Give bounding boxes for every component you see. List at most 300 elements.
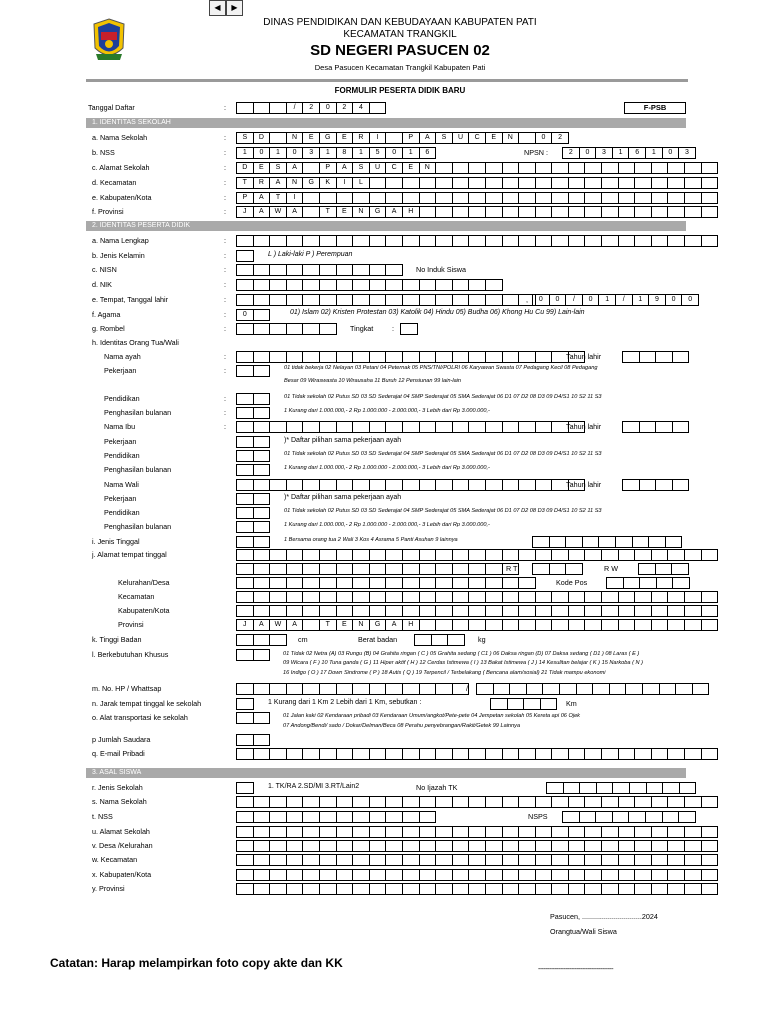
transportasi-cells[interactable] — [236, 712, 269, 724]
empty-cell — [253, 683, 271, 695]
empty-cell — [639, 577, 657, 589]
empty-cell — [618, 591, 636, 603]
empty-cell — [651, 854, 669, 866]
jenis-tinggal-cells[interactable] — [236, 536, 269, 548]
empty-cell — [319, 294, 337, 306]
empty-cell — [601, 854, 619, 866]
alamat-sekolah-asal-cells[interactable] — [236, 826, 717, 838]
empty-cell — [565, 536, 583, 548]
alamat-line-1[interactable] — [236, 549, 717, 561]
char-cell: 3 — [678, 147, 696, 159]
char-cell: 0 — [579, 147, 597, 159]
empty-cell — [302, 264, 320, 276]
char-cell: E — [336, 132, 354, 144]
empty-cell — [618, 206, 636, 218]
kecamatan-cells[interactable] — [236, 177, 717, 189]
pekerjaan-ibu-cells[interactable] — [236, 436, 269, 448]
section-identitas-peserta: 2. IDENTITAS PESERTA DIDIK — [86, 221, 686, 231]
empty-cell — [618, 177, 636, 189]
jarak-cell[interactable] — [236, 698, 253, 710]
empty-cell — [385, 192, 403, 204]
empty-cell — [435, 279, 453, 291]
empty-cell — [385, 264, 403, 276]
empty-cell — [606, 577, 624, 589]
empty-cell — [400, 323, 418, 335]
tanggal-cells[interactable] — [236, 102, 385, 114]
nisn-cells[interactable] — [236, 264, 402, 276]
empty-cell — [269, 294, 287, 306]
empty-cell — [634, 162, 652, 174]
empty-cell — [638, 563, 656, 575]
empty-cell — [236, 854, 254, 866]
empty-cell — [452, 883, 470, 895]
char-cell: E — [253, 162, 271, 174]
pekerjaan-ayah-cells[interactable] — [236, 365, 269, 377]
kecamatan-tinggal-cells[interactable] — [236, 591, 717, 603]
empty-cell — [369, 811, 387, 823]
empty-cell — [419, 854, 437, 866]
empty-cell — [419, 591, 437, 603]
empty-cell — [336, 826, 354, 838]
label-kabupaten: e. Kabupaten/Kota — [92, 193, 152, 202]
char-cell: 0 — [385, 147, 403, 159]
empty-cell — [568, 549, 586, 561]
jarak-options: 1 Kurang dari 1 Km 2 Lebih dari 1 Km, sebutkan : — [268, 699, 422, 706]
colon: : — [224, 103, 226, 112]
empty-cell — [269, 264, 287, 276]
label-pekerjaan-ayah: Pekerjaan — [104, 366, 137, 375]
empty-cell — [369, 826, 387, 838]
empty-cell — [336, 796, 354, 808]
empty-cell — [667, 235, 685, 247]
empty-cell — [601, 162, 619, 174]
empty-cell — [518, 796, 536, 808]
empty-cell — [598, 536, 616, 548]
empty-cell — [286, 264, 304, 276]
empty-cell — [584, 591, 602, 603]
empty-cell — [269, 683, 287, 695]
jenis-sekolah-cell[interactable] — [236, 782, 253, 794]
empty-cell — [319, 683, 337, 695]
empty-cell — [236, 250, 254, 262]
empty-cell — [269, 563, 287, 575]
rw-cells[interactable] — [638, 563, 688, 575]
empty-cell — [236, 649, 254, 661]
tingkat-cell[interactable] — [400, 323, 417, 335]
empty-cell — [385, 279, 403, 291]
empty-cell — [468, 563, 486, 575]
empty-cell — [518, 479, 536, 491]
empty-cell — [402, 279, 420, 291]
nama-sekolah-cells[interactable] — [236, 132, 568, 144]
empty-cell — [634, 840, 652, 852]
tahun-lahir-ayah-cells[interactable] — [622, 351, 688, 363]
char-cell: S — [269, 162, 287, 174]
empty-cell — [518, 206, 536, 218]
empty-cell — [485, 351, 503, 363]
empty-cell — [253, 436, 271, 448]
empty-cell — [452, 294, 470, 306]
char-cell — [518, 132, 536, 144]
empty-cell — [253, 279, 271, 291]
empty-cell — [568, 177, 586, 189]
agama-options: 01) Islam 02) Kristen Protestan 03) Katolik 04) Hindu 05) Budha 06) Khong Hu Cu 99) Lain-lain — [290, 309, 585, 316]
empty-cell — [618, 854, 636, 866]
prev-arrow-icon[interactable]: ◀ — [209, 0, 226, 16]
empty-cell — [402, 683, 420, 695]
empty-cell — [551, 883, 569, 895]
empty-cell — [618, 619, 636, 631]
empty-cell — [551, 235, 569, 247]
empty-cell — [352, 192, 370, 204]
empty-cell — [336, 279, 354, 291]
empty-cell — [579, 782, 597, 794]
empty-cell — [535, 605, 553, 617]
char-cell: G — [319, 132, 337, 144]
empty-cell — [659, 683, 677, 695]
nama-wali-cells[interactable] — [236, 479, 584, 491]
empty-cell — [269, 840, 287, 852]
empty-cell — [485, 840, 503, 852]
empty-cell — [286, 563, 304, 575]
empty-cell — [568, 591, 586, 603]
empty-cell — [667, 869, 685, 881]
empty-cell — [336, 479, 354, 491]
empty-cell — [236, 351, 254, 363]
empty-cell — [402, 351, 420, 363]
tanggal-lahir-cells[interactable] — [532, 294, 698, 306]
label-provinsi-tinggal: Provinsi — [118, 620, 144, 629]
rombel-cells[interactable] — [236, 323, 336, 335]
empty-cell — [485, 854, 503, 866]
bk-options-3: 16 Indigo ( O ) 17 Down Sindrome ( P ) 18 Autis ( Q ) 19 Terpencil / Terbelakang ( Bencana alam/sosial) 21 Tidak mampu ekonomi — [283, 670, 606, 676]
empty-cell — [701, 869, 719, 881]
label-cm: cm — [298, 635, 308, 644]
empty-cell — [584, 162, 602, 174]
empty-cell — [485, 279, 503, 291]
empty-cell — [535, 748, 553, 760]
empty-cell — [385, 294, 403, 306]
char-cell: 1 — [319, 147, 337, 159]
empty-cell — [662, 782, 680, 794]
empty-cell — [655, 421, 673, 433]
header-divider — [86, 79, 688, 82]
char-cell: E — [302, 132, 320, 144]
empty-cell — [286, 577, 304, 589]
next-arrow-icon[interactable]: ▶ — [226, 0, 243, 16]
nss-asal-cells[interactable] — [236, 811, 435, 823]
empty-cell — [667, 883, 685, 895]
penghasilan-ayah-cells[interactable] — [236, 407, 269, 419]
empty-cell — [253, 521, 271, 533]
char-cell: E — [336, 619, 354, 631]
berat-badan-cells[interactable] — [414, 634, 464, 646]
empty-cell — [502, 294, 520, 306]
pendidikan-ibu-cells[interactable] — [236, 450, 269, 462]
empty-cell — [385, 811, 403, 823]
empty-cell — [352, 549, 370, 561]
empty-cell — [402, 811, 420, 823]
empty-cell — [684, 826, 702, 838]
nss-cells[interactable] — [236, 147, 435, 159]
empty-cell — [485, 421, 503, 433]
empty-cell — [419, 840, 437, 852]
empty-cell — [684, 619, 702, 631]
pekerjaan-wali-cells[interactable] — [236, 493, 269, 505]
desa-asal-cells[interactable] — [236, 840, 717, 852]
empty-cell — [601, 826, 619, 838]
empty-cell — [402, 549, 420, 561]
empty-cell — [584, 854, 602, 866]
empty-cell — [385, 826, 403, 838]
char-cell: N — [502, 132, 520, 144]
pekerjaan-ibu-note: )* Daftar pilihan sama pekerjaan ayah — [284, 437, 402, 444]
empty-cell — [618, 883, 636, 895]
berkebutuhan-cells[interactable] — [236, 649, 269, 661]
char-cell: 1 — [612, 147, 630, 159]
empty-cell — [236, 563, 254, 575]
label-email: q. E-mail Pribadi — [92, 749, 145, 758]
empty-cell — [468, 883, 486, 895]
empty-cell — [253, 479, 271, 491]
empty-cell — [485, 869, 503, 881]
empty-cell — [551, 619, 569, 631]
label-alamat-tinggal: j. Alamat tempat tinggal — [92, 550, 167, 559]
provinsi-cells[interactable] — [236, 206, 717, 218]
empty-cell — [336, 605, 354, 617]
kode-pos-cells[interactable] — [606, 577, 689, 589]
tinggi-badan-cells[interactable] — [236, 634, 286, 646]
jarak-km-cells[interactable] — [490, 698, 556, 710]
label-nsps: NSPS — [528, 812, 548, 821]
empty-cell — [385, 748, 403, 760]
empty-cell — [336, 840, 354, 852]
empty-cell — [452, 177, 470, 189]
char-cell: A — [419, 132, 437, 144]
empty-cell — [485, 162, 503, 174]
empty-cell — [385, 421, 403, 433]
empty-cell — [236, 279, 254, 291]
empty-cell — [502, 826, 520, 838]
nama-sekolah-asal-cells[interactable] — [236, 796, 717, 808]
agama-value: 0 — [236, 309, 254, 321]
empty-cell — [684, 206, 702, 218]
label-jarak: n. Jarak tempat tinggal ke sekolah — [92, 699, 202, 708]
empty-cell — [236, 683, 254, 695]
nsps-cells[interactable] — [562, 811, 695, 823]
transport-options-2: 07 Andong/Bendi/ sado / Dokar/Delman/Beca 08 Perahu penyebrangan/Rakit/Getek 99 Lainnya — [283, 723, 521, 729]
form-code: F-PSB — [624, 102, 686, 114]
char-cell: A — [269, 177, 287, 189]
empty-cell — [618, 235, 636, 247]
empty-cell — [651, 840, 669, 852]
empty-cell — [634, 796, 652, 808]
nama-ayah-cells[interactable] — [236, 351, 584, 363]
char-cell: N — [352, 206, 370, 218]
empty-cell — [568, 162, 586, 174]
empty-cell — [535, 840, 553, 852]
empty-cell — [402, 192, 420, 204]
empty-cell — [447, 634, 465, 646]
empty-cell — [435, 479, 453, 491]
label-no-hp: m. No. HP / Whattsap — [92, 684, 162, 693]
label-kode-pos: Kode Pos — [556, 578, 588, 587]
empty-cell — [402, 796, 420, 808]
empty-cell — [675, 683, 693, 695]
kelurahan-cells[interactable] — [236, 577, 535, 589]
empty-cell — [302, 826, 320, 838]
label-rt: R T — [506, 564, 518, 573]
empty-cell — [435, 619, 453, 631]
jenis-kelamin-cell[interactable] — [236, 250, 253, 262]
empty-cell — [601, 591, 619, 603]
char-cell: H — [402, 206, 420, 218]
agama-cell[interactable] — [236, 309, 269, 321]
kabupaten-tinggal-cells[interactable] — [236, 605, 717, 617]
empty-cell — [369, 840, 387, 852]
bk-options-1: 01 Tidak 02 Netra (A) 03 Rungu (B) 04 Grahita ringan ( C ) 05 Grahita sedang ( C1 ) 06 Daksa ringan (D) 07 Daksa sedang ( D1 ) 08 Laras ( E ) — [283, 651, 640, 657]
nik-cells[interactable] — [236, 279, 502, 291]
no-ijazah-cells[interactable] — [546, 782, 695, 794]
pendidikan-wali-cells[interactable] — [236, 507, 269, 519]
empty-cell — [302, 563, 320, 575]
empty-cell — [419, 479, 437, 491]
empty-cell — [385, 869, 403, 881]
tahun-lahir-ibu-cells[interactable] — [622, 421, 688, 433]
provinsi-asal-cells[interactable] — [236, 883, 717, 895]
label-km: Km — [566, 699, 577, 708]
empty-cell — [651, 869, 669, 881]
empty-cell — [236, 365, 254, 377]
empty-cell — [269, 577, 287, 589]
empty-cell — [435, 351, 453, 363]
char-cell: 1 — [236, 147, 254, 159]
empty-cell — [369, 294, 387, 306]
empty-cell — [701, 854, 719, 866]
nama-ibu-cells[interactable] — [236, 421, 584, 433]
empty-cell — [452, 162, 470, 174]
label-alamat-sekolah: c. Alamat Sekolah — [92, 163, 150, 172]
empty-cell — [236, 436, 254, 448]
empty-cell — [618, 796, 636, 808]
kabupaten-asal-cells[interactable] — [236, 869, 717, 881]
empty-cell — [302, 479, 320, 491]
label-kecamatan-tinggal: Kecamatan — [118, 592, 155, 601]
empty-cell — [468, 854, 486, 866]
empty-cell — [568, 883, 586, 895]
empty-cell — [352, 840, 370, 852]
empty-cell — [468, 294, 486, 306]
empty-cell — [435, 869, 453, 881]
provinsi-tinggal-cells[interactable] — [236, 619, 717, 631]
empty-cell — [667, 826, 685, 838]
penghasilan-ibu-cells[interactable] — [236, 464, 269, 476]
char-cell: L — [352, 177, 370, 189]
char-cell — [269, 132, 287, 144]
jenis-tinggal-extra-cells[interactable] — [532, 536, 681, 548]
empty-cell — [435, 177, 453, 189]
empty-cell — [369, 796, 387, 808]
empty-cell — [369, 683, 387, 695]
tempat-lahir-cells[interactable] — [236, 294, 535, 306]
empty-cell — [518, 577, 536, 589]
rt-cells[interactable] — [532, 563, 582, 575]
empty-cell — [634, 605, 652, 617]
empty-cell — [419, 748, 437, 760]
pendidikan-ayah-cells[interactable] — [236, 393, 269, 405]
empty-cell — [452, 549, 470, 561]
nama-lengkap-cells[interactable] — [236, 235, 717, 247]
empty-cell — [518, 162, 536, 174]
label-pendidikan-ibu: Pendidikan — [104, 451, 140, 460]
comma: , — [526, 295, 528, 304]
char-cell: P — [402, 132, 420, 144]
empty-cell — [452, 796, 470, 808]
empty-cell — [236, 450, 254, 462]
empty-cell — [518, 854, 536, 866]
label-tinggi-badan: k. Tinggi Badan — [92, 635, 142, 644]
colon: : — [224, 163, 226, 172]
char-cell: T — [319, 206, 337, 218]
empty-cell — [253, 393, 271, 405]
empty-cell — [352, 264, 370, 276]
empty-cell — [352, 563, 370, 575]
npsn-cells[interactable] — [562, 147, 695, 159]
empty-cell — [645, 811, 663, 823]
alamat-sekolah-cells[interactable] — [236, 162, 717, 174]
empty-cell — [336, 563, 354, 575]
char-cell — [302, 619, 320, 631]
no-hp-cells[interactable] — [236, 683, 468, 695]
kecamatan-asal-cells[interactable] — [236, 854, 717, 866]
empty-cell — [502, 854, 520, 866]
empty-cell — [236, 493, 254, 505]
label-tahun-lahir-ibu: Tahun lahir — [566, 422, 602, 431]
empty-cell — [535, 591, 553, 603]
empty-cell — [684, 549, 702, 561]
empty-cell — [236, 826, 254, 838]
empty-cell — [601, 619, 619, 631]
empty-cell — [518, 840, 536, 852]
empty-cell — [419, 549, 437, 561]
pekerjaan-options-1: 01 tidak bekerja 02 Nelayan 03 Petani 04 Peternak 05 PNS/TNI/POLRI 06 Karyawan Swasta 07 Pedagang Kecil 08 Pedagang — [284, 365, 598, 371]
char-cell: A — [286, 206, 304, 218]
kabupaten-cells[interactable] — [236, 192, 717, 204]
alamat-line-2[interactable] — [236, 563, 518, 575]
empty-cell — [369, 102, 387, 114]
empty-cell — [402, 235, 420, 247]
email-cells[interactable] — [236, 748, 717, 760]
empty-cell — [634, 619, 652, 631]
empty-cell — [634, 869, 652, 881]
empty-cell — [435, 683, 453, 695]
empty-cell — [414, 634, 432, 646]
penghasilan-wali-cells[interactable] — [236, 521, 269, 533]
whatsapp-cells[interactable] — [476, 683, 708, 695]
empty-cell — [502, 177, 520, 189]
char-cell: H — [402, 619, 420, 631]
empty-cell — [485, 235, 503, 247]
empty-cell — [352, 421, 370, 433]
label-jenis-sekolah: r. Jenis Sekolah — [92, 783, 143, 792]
label-penghasilan-ibu: Penghasilan bulanan — [104, 465, 172, 474]
char-cell: A — [385, 619, 403, 631]
tahun-lahir-wali-cells[interactable] — [622, 479, 688, 491]
char-cell: 8 — [336, 147, 354, 159]
empty-cell — [584, 826, 602, 838]
empty-cell — [618, 605, 636, 617]
jumlah-saudara-cells[interactable] — [236, 734, 269, 746]
